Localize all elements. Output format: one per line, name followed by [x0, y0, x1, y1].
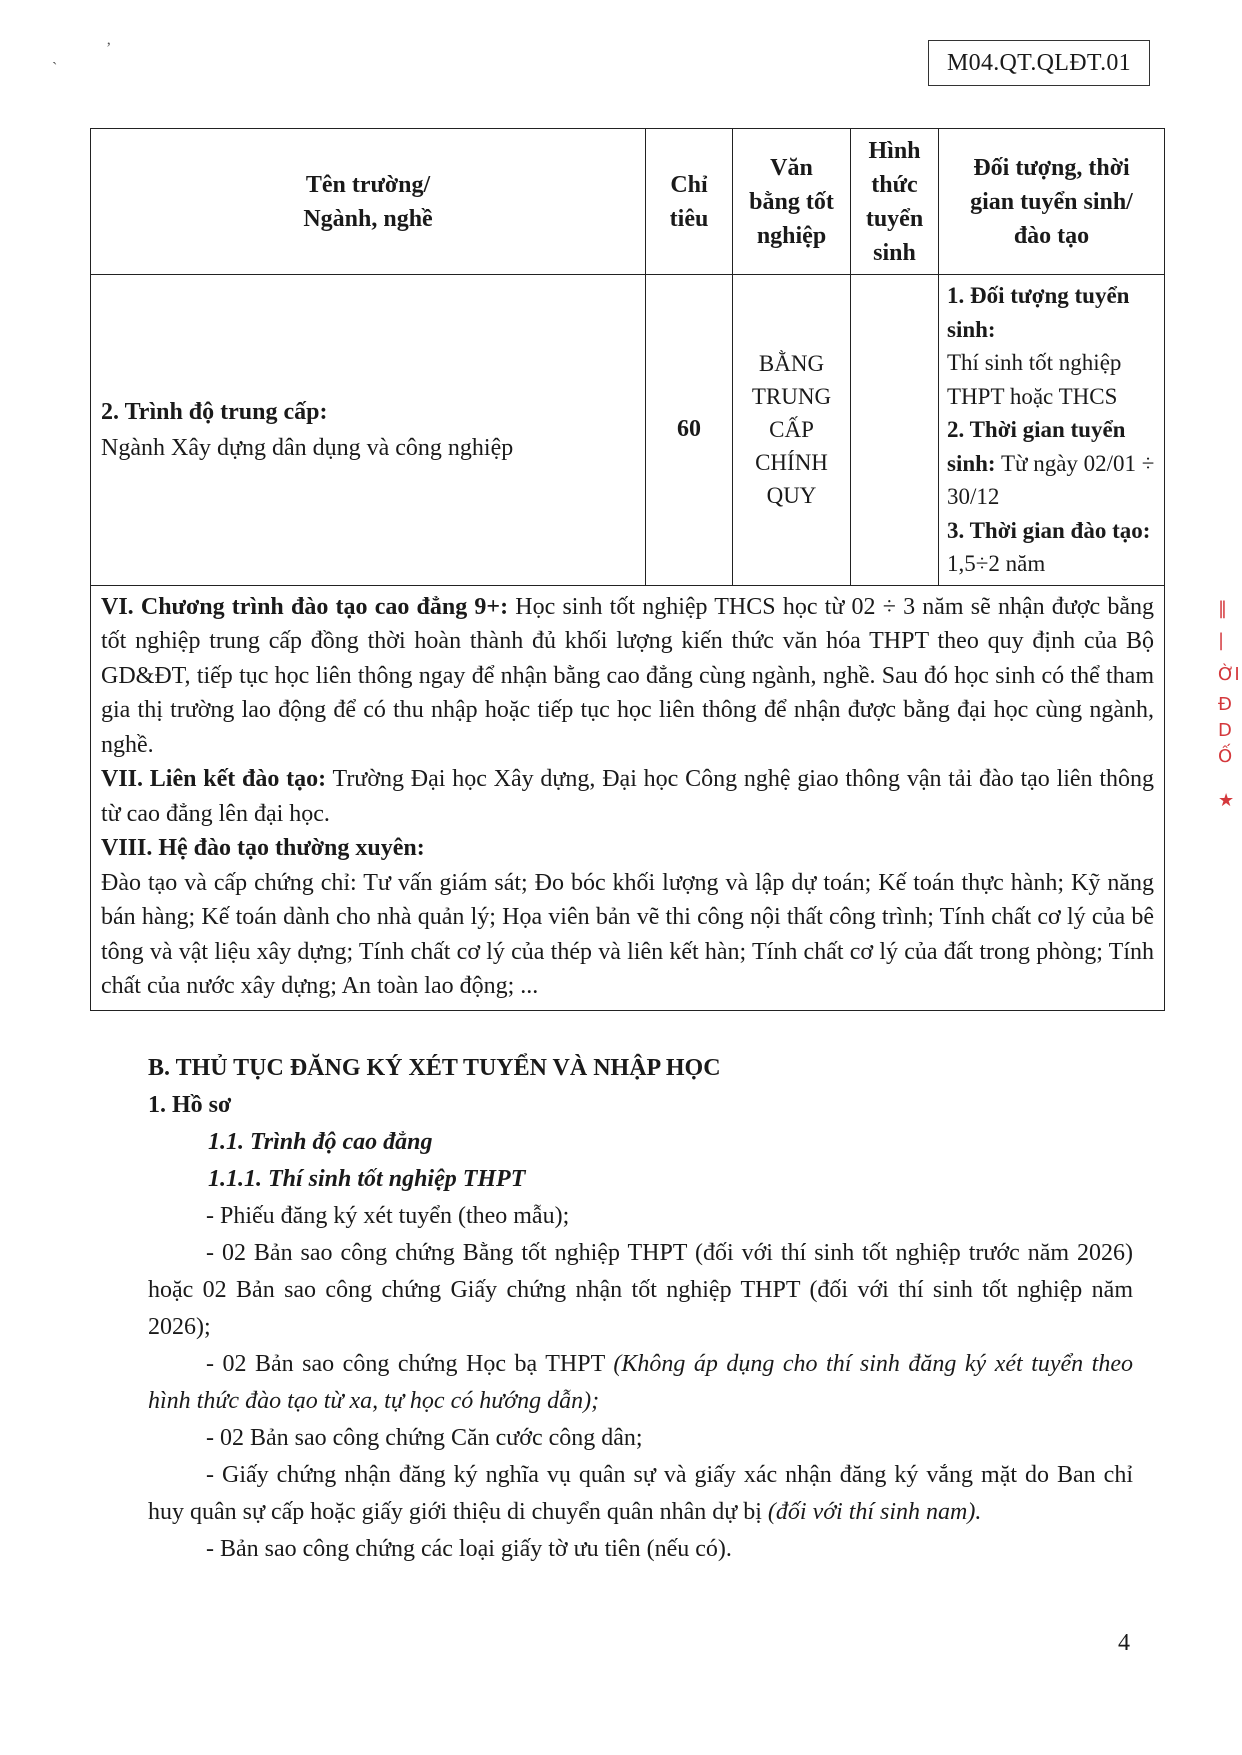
header-quota: Chỉ tiêu — [646, 129, 733, 275]
header-target-time: Đối tượng, thời gian tuyển sinh/ đào tạo — [939, 129, 1165, 275]
list-item: - Bản sao công chứng các loại giấy tờ ưu tiên (nếu có). — [206, 1536, 732, 1562]
stamp-star-icon: ★ — [1218, 790, 1235, 811]
stamp-fragment: D — [1218, 720, 1232, 741]
programs-cell — [91, 585, 1165, 1010]
stamp-fragment: Đ — [1218, 694, 1232, 715]
stamp-fragment: ‖ — [1218, 598, 1227, 619]
stamp-fragment: | — [1218, 630, 1225, 651]
section-b — [148, 1050, 1133, 1568]
level-title: 2. Trình độ trung cấp: — [101, 398, 328, 425]
list-item: - 02 Bản sao công chứng Học bạ THPT (Không áp dụng cho thí sinh đăng ký xét tuyển theo hình thức đào tạo từ xa, tự học có hướng dẫn); — [148, 1351, 1133, 1414]
heading-1-1: 1.1. Trình độ cao đẳng — [208, 1129, 433, 1155]
admission-table — [90, 128, 1165, 1011]
degree-cell: BẰNG TRUNG CẤP CHÍNH QUY — [733, 275, 851, 586]
list-item: - 02 Bản sao công chứng Bằng tốt nghiệp THPT (đối với thí sinh tốt nghiệp trước năm 2026) hoặc 02 Bản sao công chứng Giấy chứng nhận tốt nghiệp THPT (đối với thí sinh tốt nghiệp năm 2026); — [148, 1240, 1133, 1340]
list-item: - 02 Bản sao công chứng Căn cước công dân; — [206, 1425, 643, 1451]
program-vi: VI. Chương trình đào tạo cao đẳng 9+: Học sinh tốt nghiệp THCS học từ 02 ÷ 3 năm sẽ nhận được bằng tốt nghiệp trung cấp đồng thời hoàn thành đủ khối lượng kiến thức văn hóa THPT theo quy định của Bộ GD&ĐT, tiếp tục học liên thông ngay để nhận bằng cao đẳng cùng ngành, nghề. Sau đó học sinh có thể tham gia thị trường lao động để có thu nhập hoặc tiếp tục học liên thông để nhận được bằng đại học cùng ngành, nghề. — [101, 593, 1155, 758]
list-item: - Giấy chứng nhận đăng ký nghĩa vụ quân sự và giấy xác nhận đăng ký vắng mặt do Ban chỉ huy quân sự cấp hoặc giấy giới thiệu di chuyển quân nhân dự bị (đối với thí sinh nam). — [148, 1462, 1133, 1525]
table-row — [91, 585, 1165, 1010]
stamp-fragment: ỜI — [1218, 664, 1240, 685]
heading-1: 1. Hồ sơ — [148, 1092, 232, 1118]
target-cell: 1. Đối tượng tuyển sinh: Thí sinh tốt nghiệp THPT hoặc THCS 2. Thời gian tuyển sinh: Từ ngày 02/01 ÷ 30/12 3. Thời gian đào tạo: 1,5÷2 năm — [939, 275, 1165, 586]
document-code: M04.QT.QLĐT.01 — [928, 40, 1150, 86]
program-viii-title: VIII. Hệ đào tạo thường xuyên: — [101, 835, 425, 861]
quota-value: 60 — [646, 275, 733, 586]
stamp-fragment: Ố — [1218, 746, 1233, 767]
heading-1-1-1: 1.1.1. Thí sinh tốt nghiệp THPT — [208, 1166, 526, 1192]
table-header-row — [91, 129, 1165, 275]
level-major: Ngành Xây dựng dân dụng và công nghiệp — [101, 434, 514, 461]
program-vii: VII. Liên kết đào tạo: Trường Đại học Xây dựng, Đại học Công nghệ giao thông vận tải đào tạo liên thông từ cao đẳng lên đại học. — [101, 766, 1155, 827]
page-number: 4 — [1118, 1630, 1130, 1656]
header-admission-mode: Hình thức tuyển sinh — [851, 129, 939, 275]
scan-mark: ʼ — [106, 40, 112, 57]
scan-mark: ˎ — [52, 48, 58, 65]
program-viii-text: Đào tạo và cấp chứng chỉ: Tư vấn giám sát; Đo bóc khối lượng và lập dự toán; Kế toán thực hành; Kỹ năng bán hàng; Kế toán dành cho nhà quản lý; Họa viên bản vẽ thi công nội thất công trình; Tính chất cơ lý của bê tông và vật liệu xây dựng; Tính chất cơ lý của thép và liên kết hàn; Tính chất cơ lý của đất trong phòng; Tính chất của nước xây dựng; An toàn lao động; ... — [101, 869, 1154, 999]
table-row — [91, 275, 1165, 586]
level-cell — [91, 275, 646, 586]
section-b-title: B. THỦ TỤC ĐĂNG KÝ XÉT TUYỂN VÀ NHẬP HỌC — [148, 1055, 721, 1081]
header-degree: Văn bằng tốt nghiệp — [733, 129, 851, 275]
admission-mode-cell — [851, 275, 939, 586]
list-item: - Phiếu đăng ký xét tuyển (theo mẫu); — [206, 1203, 570, 1229]
header-school-major: Tên trường/ Ngành, nghề — [91, 129, 646, 275]
